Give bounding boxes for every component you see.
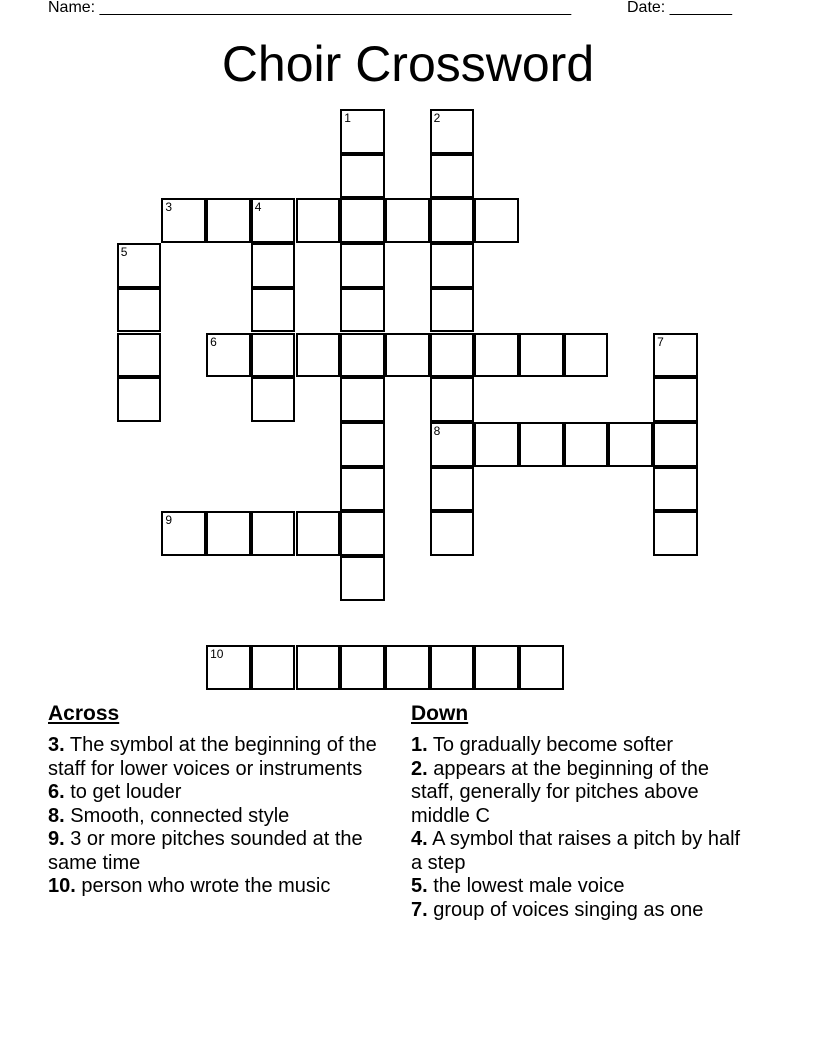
grid-cell[interactable]: [474, 422, 519, 467]
grid-cell[interactable]: [206, 511, 251, 556]
clue-text: group of voices singing as one: [427, 898, 704, 921]
clue-text: person who wrote the music: [75, 875, 331, 897]
page-title: Choir Crossword: [221, 36, 595, 92]
down-heading: Down: [411, 702, 469, 725]
clue-text: to get louder: [64, 781, 182, 803]
across-clue: [48, 805, 388, 829]
grid-cell[interactable]: [653, 333, 698, 378]
clue-text: Smooth, connected style: [64, 804, 290, 827]
clue-text: 3 or more pitches sounded at the same time: [48, 828, 363, 874]
across-clues: [48, 700, 388, 899]
grid-cell[interactable]: [340, 243, 385, 288]
clue-text: The symbol at the beginning of the staff for lower voices or instruments: [48, 734, 377, 780]
grid-cell[interactable]: [474, 645, 519, 690]
grid-cell[interactable]: [340, 154, 385, 199]
grid-cell[interactable]: [251, 243, 296, 288]
clue-number: 7.: [411, 898, 428, 921]
grid-cell[interactable]: [161, 511, 206, 556]
across-clue: [48, 734, 388, 781]
across-heading: Across: [48, 702, 120, 725]
down-clue: [411, 758, 751, 829]
clue-number: 6.: [48, 781, 65, 803]
grid-cell[interactable]: [251, 288, 296, 333]
grid-cell[interactable]: [117, 333, 162, 378]
clue-number: 8: [433, 423, 441, 438]
down-clue: [411, 828, 751, 875]
down-clues: [411, 700, 751, 922]
clue-number: 10.: [48, 875, 76, 897]
grid-cell[interactable]: [474, 198, 519, 243]
across-clue: [48, 875, 388, 899]
clue-number: 4.: [411, 828, 428, 850]
clue-number: 1.: [411, 734, 428, 756]
clue-number: 6: [210, 334, 217, 349]
grid-cell[interactable]: [340, 377, 385, 422]
grid-cell[interactable]: [251, 377, 296, 422]
grid-cell[interactable]: [608, 422, 653, 467]
grid-cell[interactable]: [564, 422, 609, 467]
grid-cell[interactable]: [340, 511, 385, 556]
grid-cell[interactable]: [430, 109, 475, 154]
grid-cell[interactable]: [430, 288, 475, 333]
grid-cell[interactable]: [206, 645, 251, 690]
clue-text: To gradually become softer: [427, 734, 674, 756]
clue-number: 9: [165, 513, 173, 528]
clue-number: 5: [120, 245, 128, 260]
grid-cell[interactable]: [340, 422, 385, 467]
across-clue: [48, 781, 388, 805]
clue-number: 10: [210, 647, 224, 662]
clue-number: 7: [657, 334, 664, 349]
clue-text: appears at the beginning of the staff, generally for pitches above middle C: [411, 757, 710, 827]
grid-cell[interactable]: [296, 198, 341, 243]
grid-cell[interactable]: [430, 422, 475, 467]
grid-cell[interactable]: [564, 333, 609, 378]
grid-cell[interactable]: [296, 645, 341, 690]
grid-cell[interactable]: [117, 377, 162, 422]
clue-number: 3: [165, 200, 173, 215]
grid-cell[interactable]: [430, 377, 475, 422]
clue-number: 8.: [48, 804, 65, 827]
grid-cell[interactable]: [519, 422, 564, 467]
grid-cell[interactable]: [430, 645, 475, 690]
grid-cell[interactable]: [430, 333, 475, 378]
down-clue-list: [411, 734, 751, 922]
grid-cell[interactable]: [519, 645, 564, 690]
grid-cell[interactable]: [340, 109, 385, 154]
clue-number: 2.: [411, 757, 428, 780]
grid-cell[interactable]: [206, 198, 251, 243]
grid-cell[interactable]: [206, 333, 251, 378]
clue-number: 2: [433, 111, 441, 125]
clue-text: the lowest male voice: [427, 875, 625, 897]
grid-cell[interactable]: [653, 511, 698, 556]
grid-cell[interactable]: [251, 645, 296, 690]
grid-cell[interactable]: [430, 198, 475, 243]
grid-cell[interactable]: [653, 467, 698, 512]
grid-cell[interactable]: [161, 198, 206, 243]
grid-cell[interactable]: [430, 467, 475, 512]
grid-cell[interactable]: [653, 422, 698, 467]
grid-cell[interactable]: [385, 198, 430, 243]
grid-cell[interactable]: [340, 645, 385, 690]
grid-cell[interactable]: [385, 645, 430, 690]
across-clue-list: [48, 734, 388, 899]
clue-number: 5.: [411, 875, 428, 897]
grid-cell[interactable]: [251, 333, 296, 378]
grid-cell[interactable]: [430, 243, 475, 288]
clue-number: 9.: [48, 828, 65, 850]
down-clue: [411, 734, 751, 758]
grid-cell[interactable]: [519, 333, 564, 378]
grid-cell[interactable]: [251, 511, 296, 556]
grid-cell[interactable]: [385, 333, 430, 378]
grid-cell[interactable]: [296, 511, 341, 556]
grid-cell[interactable]: [340, 467, 385, 512]
name-field[interactable]: Name: _____________________________________________________: [48, 0, 572, 16]
clue-number: 4: [254, 200, 262, 215]
grid-cell[interactable]: [653, 377, 698, 422]
down-clue: [411, 899, 751, 923]
clue-number: 1: [344, 111, 351, 125]
down-clue: [411, 875, 751, 899]
grid-cell[interactable]: [251, 198, 296, 243]
grid-cell[interactable]: [117, 243, 162, 288]
date-field[interactable]: Date: _______: [627, 0, 732, 16]
grid-cell[interactable]: [430, 154, 475, 199]
grid-cell[interactable]: [117, 288, 162, 333]
grid-cell[interactable]: [340, 288, 385, 333]
grid-cell[interactable]: [296, 333, 341, 378]
grid-cell[interactable]: [340, 556, 385, 601]
clue-text: A symbol that raises a pitch by half a step: [411, 828, 741, 874]
clue-number: 3.: [48, 734, 65, 756]
grid-cell[interactable]: [340, 333, 385, 378]
grid-cell[interactable]: [430, 511, 475, 556]
across-clue: [48, 828, 388, 875]
grid-cell[interactable]: [474, 333, 519, 378]
grid-cell[interactable]: [340, 198, 385, 243]
